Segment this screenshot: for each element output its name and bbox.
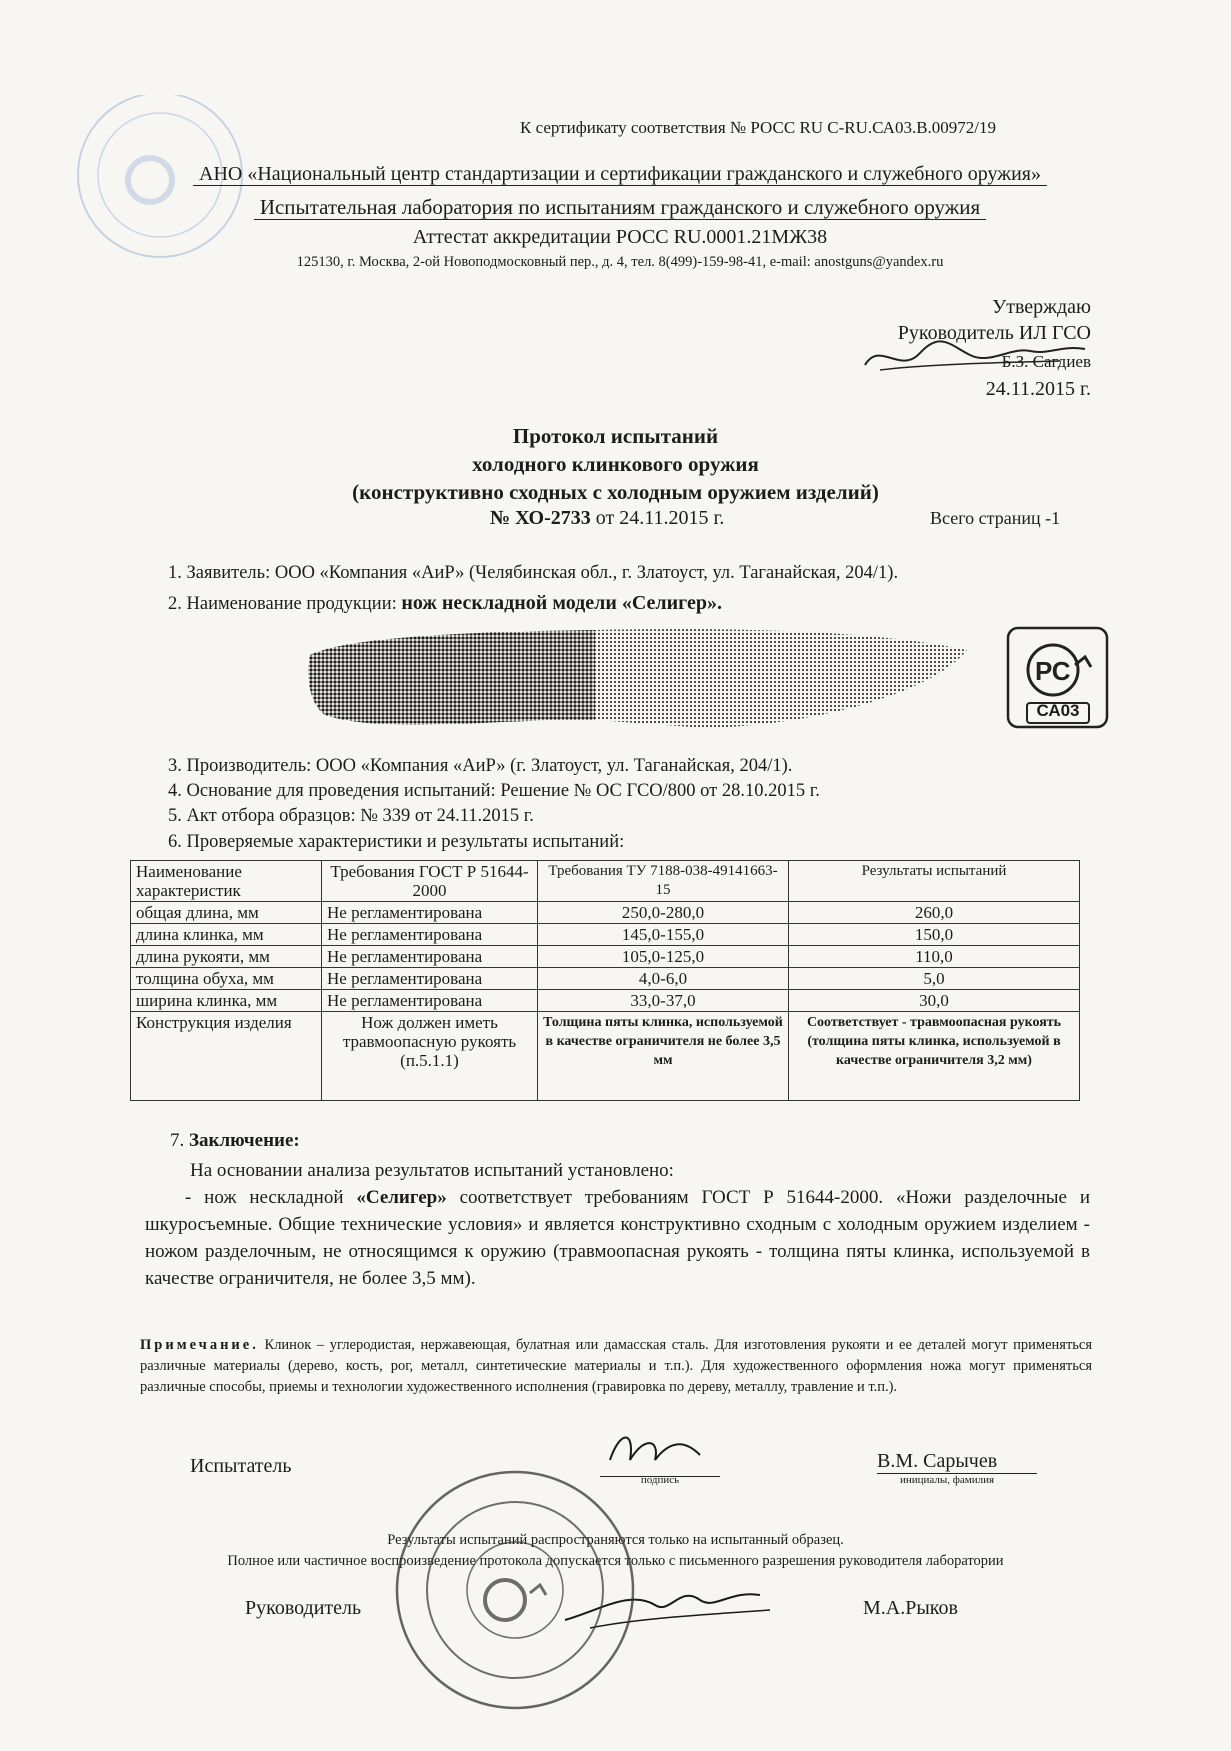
table-cell: толщина обуха, мм (131, 968, 322, 990)
table-row (131, 968, 1080, 990)
header-cell: Требования ГОСТ Р 51644-2000 (322, 861, 538, 902)
table-cell: 33,0-37,0 (538, 990, 789, 1012)
tester-name: В.М. Сарычев (877, 1450, 1037, 1474)
sampling-act: 5. Акт отбора образцов: № 339 от 24.11.2015 г. (168, 806, 534, 826)
protocol-subtitle: холодного клинкового оружия (472, 452, 759, 476)
table-cell: Не регламентирована (322, 946, 538, 968)
head-name: М.А.Рыков (863, 1597, 958, 1619)
table-row (131, 990, 1080, 1012)
accreditation: Аттестат аккредитации РОСС RU.0001.21МЖ38 (412, 226, 828, 248)
head-role: Руководитель (245, 1597, 362, 1619)
table-header-row (131, 861, 1080, 902)
svg-text:РС: РС (1035, 656, 1071, 686)
disclaimer-line-1: Результаты испытаний распространяются только на испытанный образец. (387, 1532, 844, 1548)
org-name: АНО «Национальный центр стандартизации и сертификации гражданского и служебного оружия» (100, 163, 1140, 186)
table-cell: длина рукояти, мм (131, 946, 322, 968)
conclusion-heading: 7. Заключение: (170, 1130, 300, 1151)
protocol-title: Протокол испытаний (512, 424, 719, 448)
disclaimer-line-2: Полное или частичное воспроизведение протокола допускается только с письменного разрешения руководителя лаборатории (227, 1553, 1004, 1569)
table-cell: 30,0 (789, 990, 1080, 1012)
round-seal-stamp (390, 1465, 640, 1715)
table-row (131, 924, 1080, 946)
table-cell: общая длина, мм (131, 902, 322, 924)
tester-role: Испытатель (190, 1455, 292, 1477)
table-cell: 150,0 (789, 924, 1080, 946)
knife-image (305, 620, 975, 740)
table-cell: Не регламентирована (322, 968, 538, 990)
signature-caption: подпись (640, 1474, 680, 1486)
table-row (131, 946, 1080, 968)
protocol-number: № ХО-2733 от 24.11.2015 г. (490, 507, 725, 529)
table-row-construction (131, 1012, 1080, 1101)
table-cell: Нож должен иметь травмоопасную рукоять (п.5.1.1) (322, 1012, 538, 1101)
manufacturer: 3. Производитель: ООО «Компания «АиР» (г. Златоуст, ул. Таганайская, 204/1). (168, 756, 793, 776)
product-name: 2. Наименование продукции: нож нескладной модели «Селигер». (168, 592, 722, 614)
results-table (130, 860, 1080, 1101)
gost-certification-logo (1005, 625, 1110, 735)
test-basis: 4. Основание для проведения испытаний: Решение № ОС ГСО/800 от 28.10.2015 г. (168, 781, 820, 801)
table-cell: 260,0 (789, 902, 1080, 924)
header-cell: Результаты испытаний (789, 861, 1080, 902)
name-caption: инициалы, фамилия (899, 1474, 995, 1486)
table-cell: Конструкция изделия (131, 1012, 322, 1101)
approve-label: Утверждаю (992, 296, 1091, 318)
conclusion-text (145, 1157, 1090, 1292)
table-cell: 105,0-125,0 (538, 946, 789, 968)
protocol-subtitle-2: (конструктивно сходных с холодным оружием изделий) (352, 480, 879, 504)
lab-name: Испытательная лаборатория по испытаниям гражданского и служебного оружия (100, 195, 1140, 220)
address: 125130, г. Москва, 2-ой Новоподмосковный пер., д. 4, тел. 8(499)-159-98-41, e-mail: anostguns@yandex.ru (296, 254, 944, 270)
conclusion-paragraph: - нож нескладной «Селигер» соответствует требованиям ГОСТ Р 51644-2000. «Ножи разделочные и шкуросъемные. Общие технические условия» и является конструктивно сходным с холодным оружием изделием - ножом разделочным, не относящимся к оружию (травмоопасная рукоять - толщина пяты клинка, используемой в качестве ограничителя, не более 3,5 мм). (145, 1187, 1090, 1289)
checked-characteristics: 6. Проверяемые характеристики и результаты испытаний: (168, 832, 625, 852)
table-cell: 250,0-280,0 (538, 902, 789, 924)
applicant: 1. Заявитель: ООО «Компания «АиР» (Челябинская обл., г. Златоуст, ул. Таганайская, 204/1). (168, 563, 899, 583)
table-cell: Толщина пяты клинка, используемой в качестве ограничителя не более 3,5 мм (538, 1012, 789, 1101)
approver-name: Б.З. Сагдиев (1001, 352, 1091, 371)
table-cell: 145,0-155,0 (538, 924, 789, 946)
conclusion-intro: На основании анализа результатов испытаний установлено: (190, 1160, 674, 1181)
table-cell: Не регламентирована (322, 924, 538, 946)
table-cell: Не регламентирована (322, 902, 538, 924)
header-cell: Требования ТУ 7188-038-49141663-15 (538, 861, 789, 902)
table-cell: Соответствует - травмоопасная рукоять (толщина пяты клинка, используемой в качестве ограничителя 3,2 мм) (789, 1012, 1080, 1101)
note: Примечание. Клинок – углеродистая, нержавеющая, булатная или дамасская сталь. Для изготовления рукояти и ее деталей могут применяться различные материалы (дерево, кость, рог, металл, синтетические материалы и т.п.). Для художественного оформления ножа могут применяться различные способы, приемы и технологии художественного исполнения (гравировка по дереву, металлу, травление и т.п.). (140, 1337, 1092, 1395)
approval-date: 24.11.2015 г. (985, 378, 1091, 400)
table-cell: длина клинка, мм (131, 924, 322, 946)
table-row (131, 902, 1080, 924)
gost-logo-code: СА03 (1036, 701, 1080, 720)
table-cell: 4,0-6,0 (538, 968, 789, 990)
table-cell: Не регламентирована (322, 990, 538, 1012)
header-cell: Наименование характеристик (131, 861, 322, 902)
table-cell: ширина клинка, мм (131, 990, 322, 1012)
table-cell: 110,0 (789, 946, 1080, 968)
table-cell: 5,0 (789, 968, 1080, 990)
approve-head: Руководитель ИЛ ГСО (897, 322, 1091, 344)
total-pages: Всего страниц -1 (930, 508, 1061, 528)
certificate-reference: К сертификату соответствия № РОСС RU С-RU.СА03.В.00972/19 (520, 118, 996, 137)
